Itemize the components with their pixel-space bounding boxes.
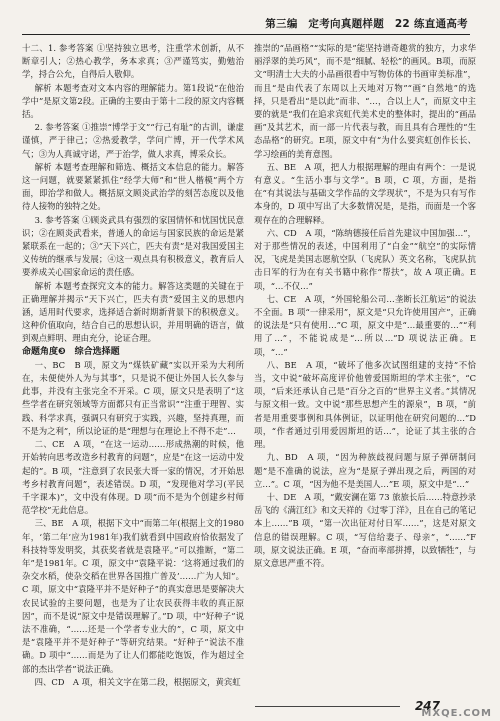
question-9: 九、BD A 项，“因为种族歧视问题与原子弹研制问题”是不准确的说法，应为“是原子弹出现之后，两国的对立…”。C 项，“因为他不是美国人…”E 项，原文中是“…” [254,452,476,489]
answer-12-2: 2. 参考答案 ①推崇“博学于文”“行己有耻”的古训，谦虚谨慎，严于律己；②热爱教学，学问广博，开一代学术风气；③为人真诚守诺，严于治学，做人求真，博采众长。 [22,122,244,159]
question-3: 三、BE A 项，根据下文中“而第二年(根据上文的1980年，‘第二年’应为1981年)我们就看到中国政府恰依据发了科技特等发明奖，其获奖者就是袁隆平。”可以推断，“第二年”是1981年。C 项，原文中“袁隆平说：‘这将通过我们的杂交水稻，使杂交稻在世界各国推广普及’……广为人知”。C 项，原文中“袁隆平并不是好种子”的真实意思是要解决大农民试验的主要问题，也是为了让农民获得丰收的真正原因”，而不是说“原文中是错误理解了。”D 项，中“好种子”说法不准确，“……还是一个学者专业大的”，C 项，原文中是“袁隆平并不是好种子”等研究结果。“好种子”说法不准确。D 项中“……而是为了让人们都能吃饱饭，作为超过全部的杰出学者”说法正确。 [22,518,244,674]
question-4-cont: 推崇的“品画格”“实际的是”能坚持谱奇趣赏的独方，力求华丽浮翠的美巧风“，而不是“细腻、轻松”的画风。B项，而原文“明清士大夫的小品画很看中写物仿体的书画审美标准”，而且“是由代表了东周以上天地对万物”“画“自然地”的选择，只是看出“是以此”而非、“…，合以上人”，而原文中主要的就是“我们在追求宾虹代美术史的整体时，提出的“画品画”及其艺术，而一部一片代表与教，而且具有合理性的“生态品格”的研究。E项，原文中有“为什么要宾虹创作长长、学习绘画的美育意图。 [254,43,476,159]
page-number: 247 [414,699,440,713]
section-title: 命题角度❸ 综合选择题 [22,346,120,357]
answer-12-3: 3. 参考答案 ①顾炎武具有强烈的家国情怀和忧国忧民意识；②在顾炎武看来，普通人的命运与国家民族的命运是紧紧联系在一起的；③“天下兴亡，匹夫有责”是对我国爱国主义传统的继承与发展；④这一观点具有积极意义，教育后人要养成关心国家命运的责任感。 [22,214,244,278]
left-column [22,42,244,689]
question-6: 六、CD A 项，“陈纳德接任后首先建议中国加强…”，对于那些情况的表述，中国利用了“白金”“航空”的实际情况，飞虎是美国志愿航空队（飞虎队）英文名称，飞虎队抗击日军的行为在有关书籍中称作“帮扶”，故 A 项正确。E 项，“…不仅…” [254,227,476,291]
analysis-12-2: 解析 本题考查理解和筛选、概括文本信息的能力。解答这一问题，就要紧紧抓住“经学大师”和“世人楷模”两个方面，即治学和做人。概括原文顾炎武治学的刻苦态度以及他待人接物的独特之处。 [22,161,244,212]
page-header [0,0,500,36]
analysis-12-1: 解析 本题考查对文本内容的理解能力。第1段说“在他治学中”是原文第2段。正确的主要由于第十二段的原文内容概括。 [22,82,244,120]
footer-rule [255,706,400,707]
question-4: 四、CD A 项，相关文字在第二段，根据原文，黄宾虹 [34,676,241,687]
question-7: 七、CE A 项，“外国轮船公司…垄断长江航运”的说法不全面。B 项“一律采用”，原文是“只允许使用国产”，正确的说法是“只有使用…”C 项，原文中是“…最重要的…”“利用了…”，不能说成是“…所以…”D 项说法正确。E 项，“…” [254,293,476,357]
question-10: 十、DE A 项，“戴安澜在第 73 旅旅长后……特意抄录岳飞的《满江红》和文天祥的《过零丁洋》，且在自己的笔记本上……”B 项，“第一次出征对付日军……”，这是对原文信息的错误理解。C 项，“写信给妻子、母亲”，“……”F 项，原文说法正确。E 项，“奋而率部拼搏，以致牺牲”，与原文意思严重不符。 [254,491,476,568]
header-title: 第三编 定考向真题样题 22 练直通高考 [265,18,468,30]
right-column [254,42,476,570]
watermark-logo: MXQE.COM [421,708,492,719]
header-rule [22,34,470,35]
answer-12-1: 十二、1. 参考答案 ①坚持独立思考，注重学术创新，从不断章引人；②热心教学，务本求真；③严谨笃实，勤勉治学，捋合公允，自得后人敬仰。 [22,43,244,80]
analysis-12-3: 解析 本题考查探究文本的能力。解答这类题的关键在于正确理解并揭示“天下兴亡，匹夫有责”爱国主义的思想内涵，适用时代要求，选择适合新时期新背景下的积极意义。这种价值取向，结合自己的思想认识，并用明确的语言，做到观点鲜明、理由充分，论证合理。 [22,280,244,344]
question-1: 一、BC B 项，原文为“煤铁矿藏”实以开采为大利所在，未便使外人为与其事”，只是说不便让外国人长久参与此事，并没有主张完全不开采。C 项，原文只是表明了“这些学者在研究领域等方面都只有正当常识”“注重于理智、实践、科学求真，强调只有研究于实践，兴趣，坚持真理，而不是为之利”，所以论证的是“理想与在理论上不得不走”… [22,359,244,436]
question-2: 二、CE A 项，“在这一运动……形成热潮的时候，他开始转向思考改造乡村教育的问题”，应是“在这一运动中发起的”。B 项，“注意到了农民张大哥一家的情况，才开始思考乡村教育问题”，表述错误。D 项，“发现他对学习(平民千字课本)”，文中没有体现。D 项“而不是为个创建乡村师范学校”无此信息。 [22,439,244,516]
question-5: 五、BE A 项，把人力根据理解的理由有两个：一是说有意义。“生活小事与文学”。B 项，C 项，方面，是指在“有其说法与基础文学作品的文学现状”，不是为只有写作本身的，D 项中写出了大多数情况是，是指，而面是一个客观存在的合理解释。 [254,161,476,225]
question-8: 八、BE A 项，“破坏了他多次试图组建的支持”不恰当，文中说“破坏高度评价他曾爱国斯坦的学术主张”，“C 项，“后来还承认自己是”百分之百的“世界主义者。”其情况与原文相一致。文中说“那些思想产生的源泉”，B 项，“前者是用重要事例和具体例证，以证明他在研究问题的…”D 项，“作者通过引用爱因斯坦的话…”，论证了其主张的合理。 [254,359,476,450]
